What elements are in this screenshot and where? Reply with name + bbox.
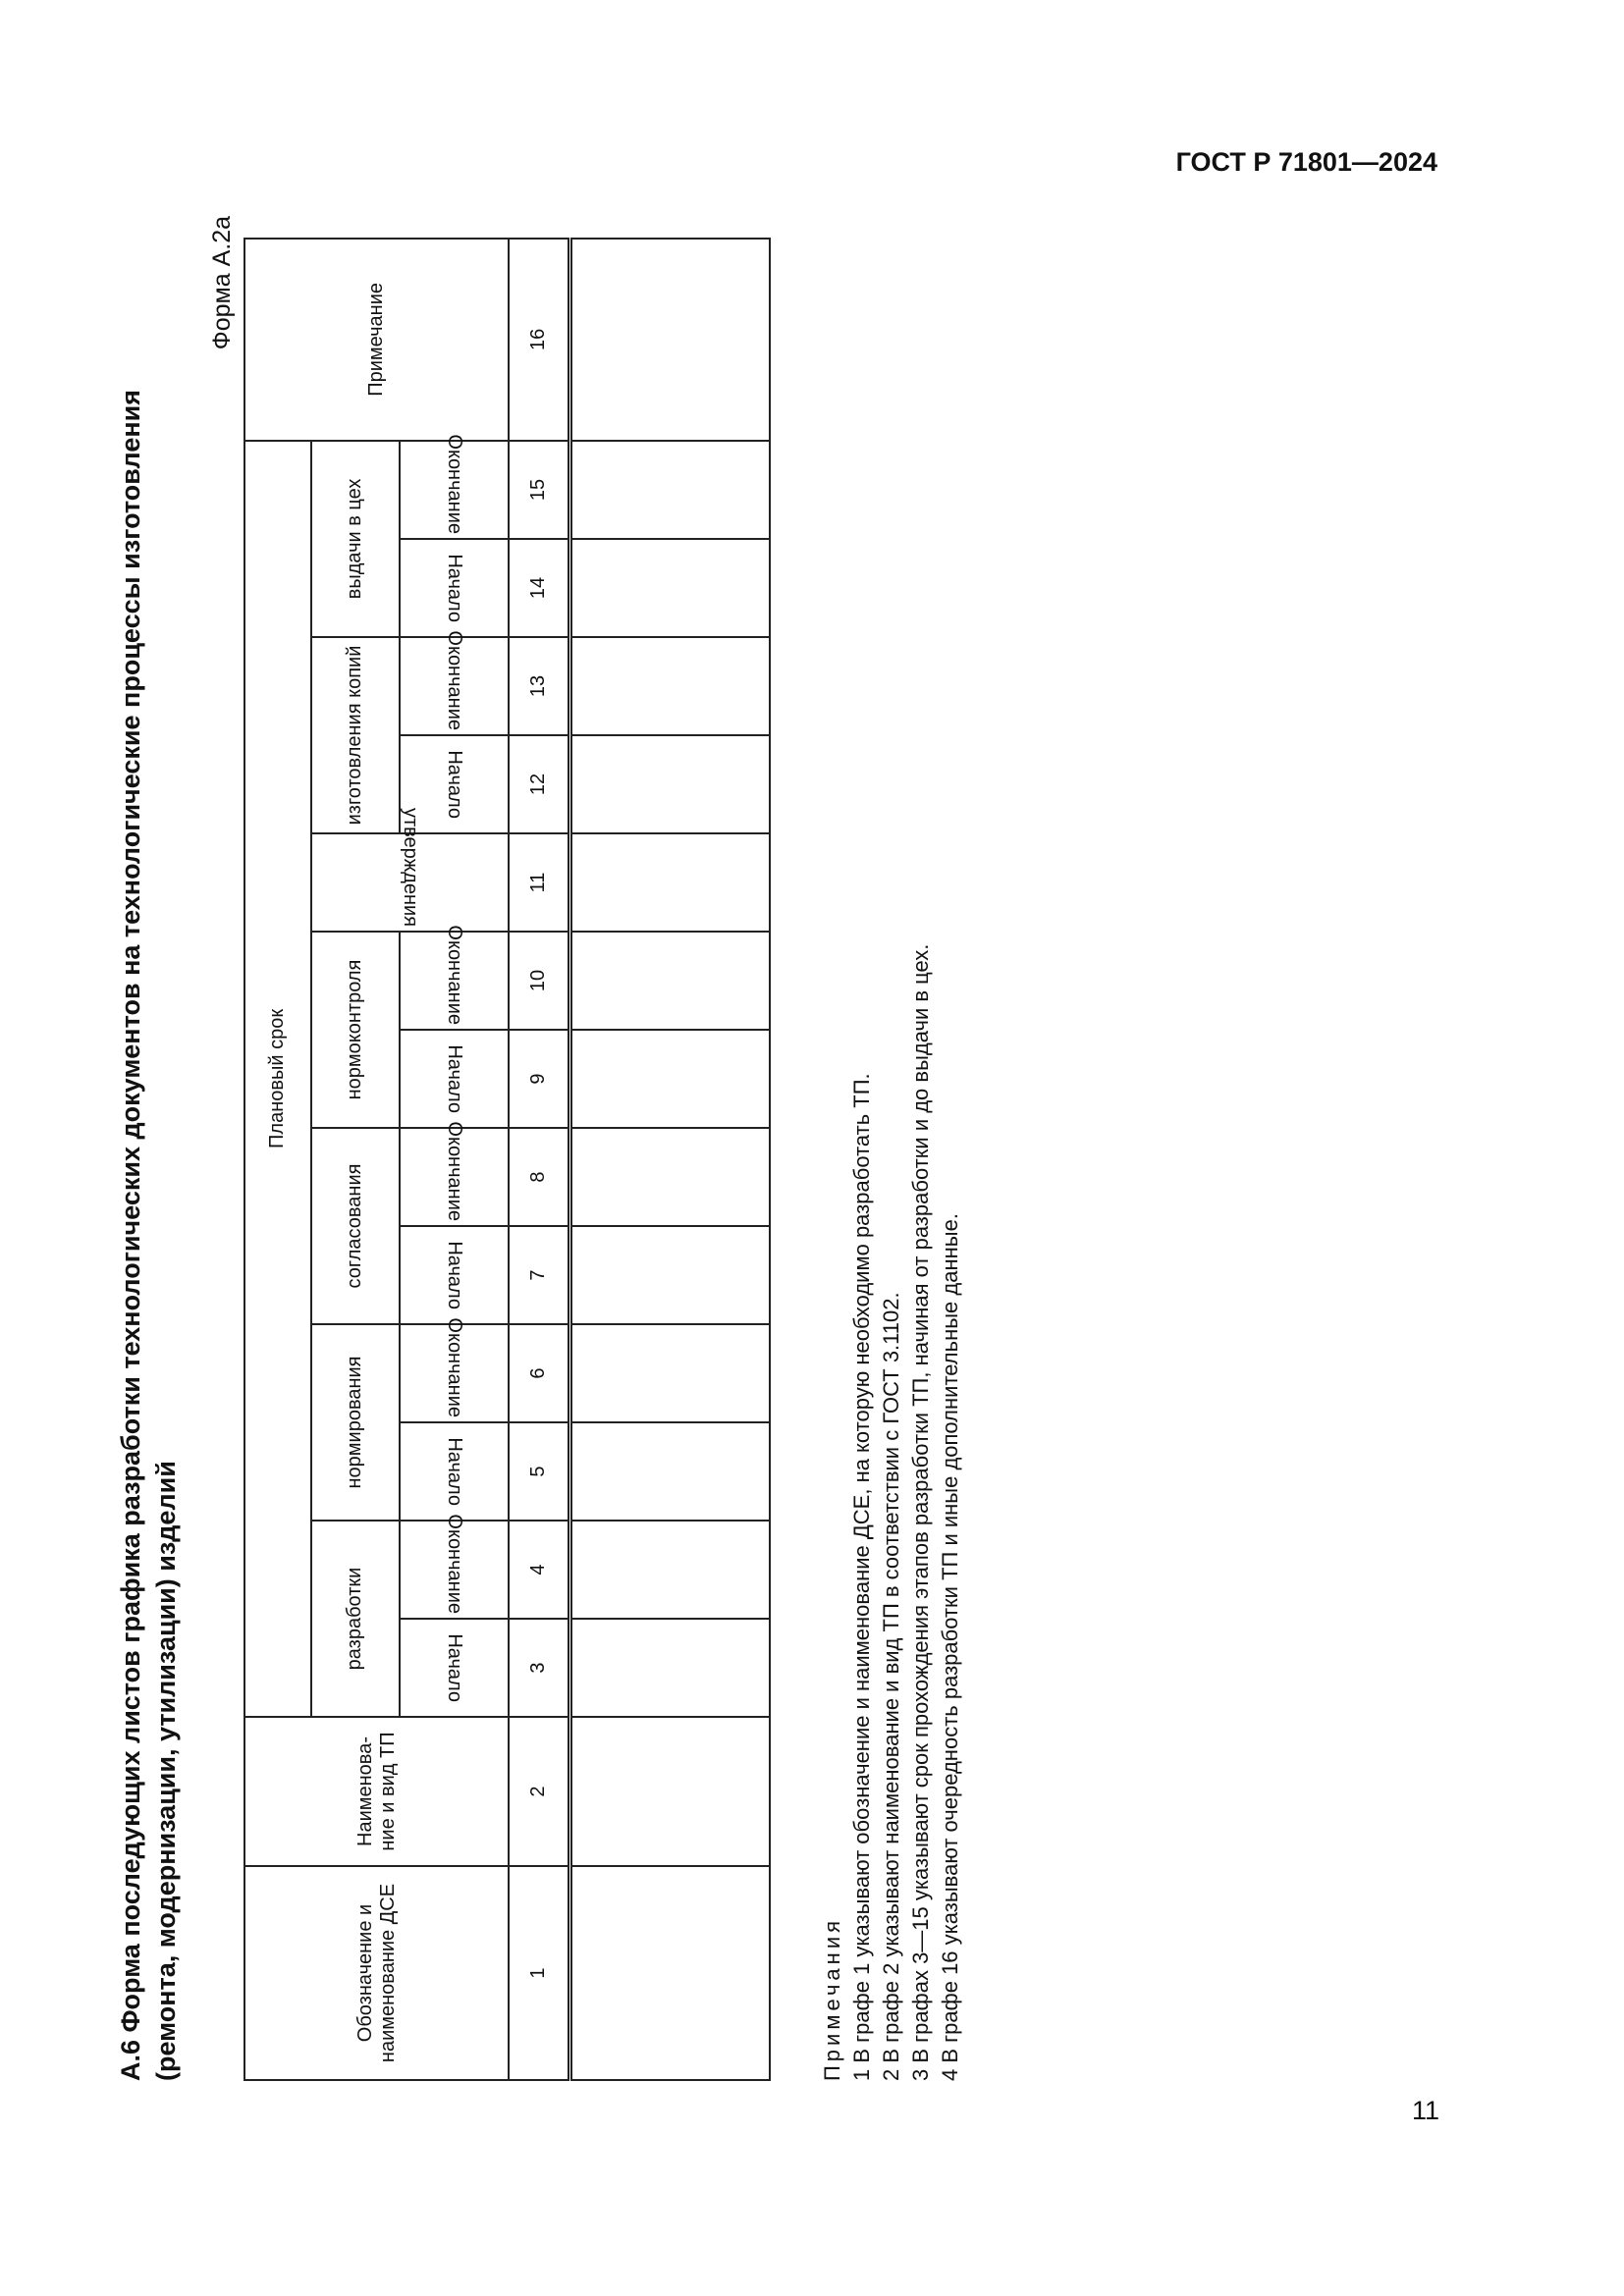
start-label: Начало [443,1044,465,1113]
end-cell [400,925,510,1030]
col-number: 4 [509,1521,569,1619]
end-label: Окончание [443,1317,465,1417]
start-label: Начало [443,554,465,622]
blank-cell [570,1521,770,1619]
document-code: ГОСТ Р 71801—2024 [1175,147,1437,177]
form-label: Форма А.2а [208,216,236,350]
blank-cell [570,1030,770,1128]
end-cell [400,1121,510,1226]
end-label: Окончание [443,630,465,730]
group-development: разработки [311,1521,400,1717]
end-cell [400,434,510,539]
blank-cell [570,833,770,932]
col-number: 12 [509,735,569,833]
col-number: 2 [509,1717,569,1866]
blank-cell [570,539,770,637]
blank-cell [570,1128,770,1226]
col-number: 10 [509,932,569,1030]
blank-cell [570,932,770,1030]
start-cell [400,1422,510,1521]
group-copies: изготовления копий [311,637,400,833]
col-number: 16 [509,239,569,441]
blank-cell [570,1324,770,1422]
header-dse: Обозначение и наименование ДСЕ [244,1866,509,2080]
col-number: 14 [509,539,569,637]
group-issue: выдачи в цех [311,441,400,637]
col-number: 9 [509,1030,569,1128]
blank-cell [570,1866,770,2080]
end-label: Окончание [443,925,465,1025]
notes-block [818,944,965,2081]
notes-title: Примечания [820,1916,844,2081]
start-cell [400,1226,510,1324]
schedule-form-table [244,238,771,2081]
col-number: 11 [509,833,569,932]
col-number: 7 [509,1226,569,1324]
col-number: 15 [509,441,569,539]
end-label: Окончание [443,434,465,534]
blank-cell [570,735,770,833]
note-item: 4 В графе 16 указывают очередность разработки ТП и иные дополнительные данные. [938,1213,962,2081]
start-cell [400,539,510,637]
col-number: 3 [509,1619,569,1717]
rotated-form-block [113,216,997,2081]
section-title-line-1: А.6 Форма последующих листов графика разработки технологических документов на технологические процессы изготовления [116,390,145,2081]
start-cell [400,1030,510,1128]
header-remark: Примечание [244,239,509,441]
blank-cell [570,1619,770,1717]
blank-cell [570,637,770,735]
header-tp-name: Наименова-ние и вид ТП [244,1717,509,1866]
start-label: Начало [443,750,465,819]
group-confirmation [311,807,509,932]
header-planned-period: Плановый срок [244,441,311,1717]
note-item: 2 В графе 2 указывают наименование и вид ТП в соответствии с ГОСТ 3.1102. [879,1292,903,2081]
group-confirmation-label: утверждения [400,807,422,927]
end-cell [400,1514,510,1619]
blank-cell [570,239,770,441]
note-item: 1 В графе 1 указывают обозначение и наименование ДСЕ, на которую необходимо разработать ТП. [849,1073,874,2081]
group-rating: нормирования [311,1324,400,1521]
end-cell [400,630,510,735]
end-cell [400,1317,510,1422]
blank-cell [570,1717,770,1866]
group-approval: согласования [311,1128,400,1324]
start-label: Начало [443,1633,465,1702]
col-number: 5 [509,1422,569,1521]
section-title [113,216,184,2081]
start-label: Начало [443,1437,465,1506]
end-label: Окончание [443,1514,465,1614]
end-label: Окончание [443,1121,465,1221]
col-number: 8 [509,1128,569,1226]
blank-cell [570,441,770,539]
blank-cell [570,1226,770,1324]
page-number: 11 [1412,2096,1440,2125]
blank-cell [570,1422,770,1521]
start-label: Начало [443,1241,465,1309]
group-norm-control: нормоконтроля [311,932,400,1128]
start-cell [400,1619,510,1717]
note-item: 3 В графах 3—15 указывают срок прохождения этапов разработки ТП, начиная от разработки и до выдачи в цех. [908,943,933,2081]
col-number: 1 [509,1866,569,2080]
col-number: 13 [509,637,569,735]
section-title-line-2: (ремонта, модернизации, утилизации) изделий [151,1461,181,2081]
col-number: 6 [509,1324,569,1422]
